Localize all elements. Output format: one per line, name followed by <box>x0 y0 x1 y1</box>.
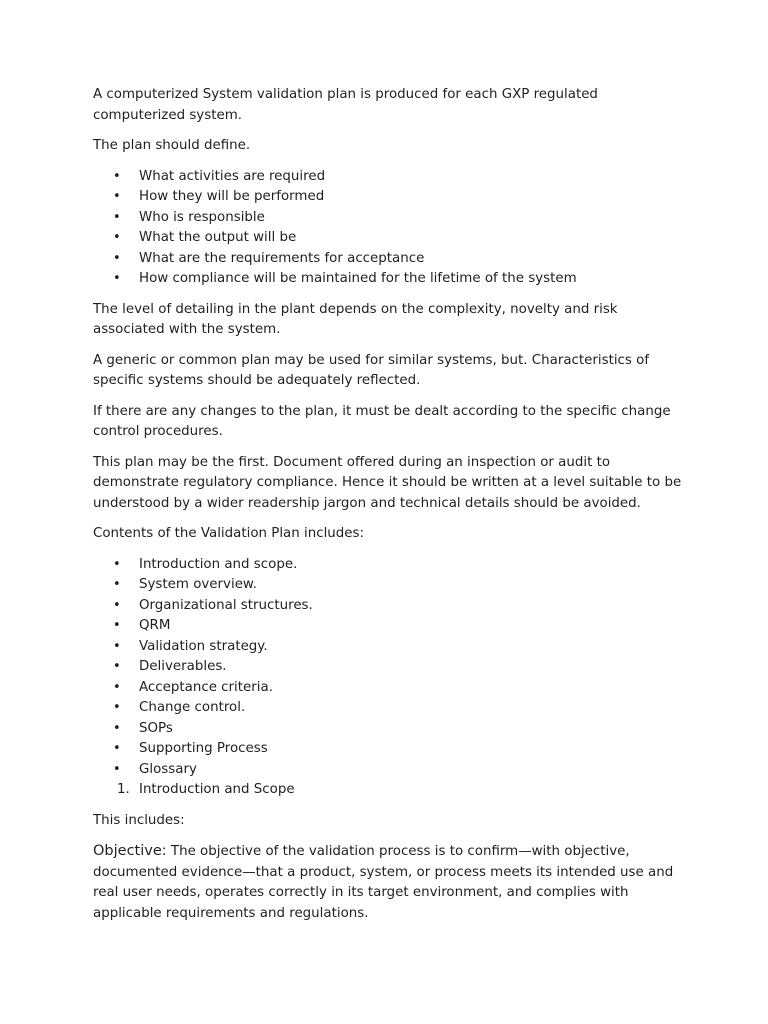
bullet-icon: • <box>113 209 121 225</box>
list-item-text: SOPs <box>139 720 173 736</box>
plan-define-paragraph: The plan should define. <box>93 138 251 153</box>
generic-plan-paragraph: A generic or common plan may be used for similar systems, but. Characteristics of specific systems should be adequately reflected. <box>93 352 650 388</box>
document-page <box>93 85 683 934</box>
bullet-icon: • <box>113 271 121 286</box>
list-item-text: Glossary <box>139 761 197 777</box>
list-item <box>93 249 683 270</box>
list-item <box>93 739 683 760</box>
list-item-text: Who is responsible <box>139 209 265 225</box>
list-item <box>93 719 683 740</box>
list-item-text: How they will be performed <box>139 189 325 204</box>
list-item-text: System overview. <box>139 577 257 592</box>
list-item <box>93 555 683 576</box>
list-item <box>93 637 683 658</box>
objective-label: Objective: <box>93 843 167 859</box>
list-item-text: Validation strategy. <box>139 638 268 654</box>
bullet-icon: • <box>113 189 121 204</box>
list-item <box>93 657 683 678</box>
list-item-text: Introduction and Scope <box>139 782 295 797</box>
bullet-icon: • <box>113 597 121 613</box>
first-document-paragraph: This plan may be the first. Document offered during an inspection or audit to demonstrate regulatory compliance. Hence it should be written at a level suitable to be understood by a wider readership jargon and technical details should be avoided. <box>93 454 682 511</box>
bullet-icon: • <box>113 720 121 736</box>
numbered-list <box>93 780 683 801</box>
list-item <box>93 760 683 781</box>
bullet-icon: • <box>113 577 121 592</box>
bullet-icon: • <box>113 168 121 184</box>
bullet-icon: • <box>113 679 121 695</box>
list-item-text: Deliverables. <box>139 659 227 674</box>
list-item-text: QRM <box>139 618 171 633</box>
intro-paragraph: A computerized System validation plan is produced for each GXP regulated computerized system. <box>93 87 598 123</box>
bullet-icon: • <box>113 618 121 633</box>
list-item <box>93 678 683 699</box>
list-item <box>93 208 683 229</box>
list-item-text: What activities are required <box>139 168 326 184</box>
plan-define-list <box>93 167 683 290</box>
bullet-icon: • <box>113 250 121 266</box>
list-item-text: Organizational structures. <box>139 597 313 613</box>
bullet-icon: • <box>113 638 121 654</box>
detail-paragraph: The level of detailing in the plant depends on the complexity, novelty and risk associated with the system. <box>93 301 618 337</box>
numbered-list-item <box>93 780 683 801</box>
this-includes-paragraph: This includes: <box>93 812 185 828</box>
bullet-icon: • <box>113 659 121 674</box>
bullet-icon: • <box>113 556 121 572</box>
bullet-icon: • <box>113 761 121 777</box>
list-item-text: How compliance will be maintained for the lifetime of the system <box>139 271 577 286</box>
objective-paragraph <box>93 841 683 924</box>
list-item-text: What are the requirements for acceptance <box>139 250 425 266</box>
list-item <box>93 698 683 719</box>
bullet-icon: • <box>113 230 121 245</box>
list-item-text: Introduction and scope. <box>139 556 298 572</box>
contents-list <box>93 555 683 781</box>
list-number: 1. <box>117 782 130 797</box>
changes-paragraph: If there are any changes to the plan, it must be dealt according to the specific change control procedures. <box>93 403 671 439</box>
list-item <box>93 167 683 188</box>
list-item-text: Acceptance criteria. <box>139 679 273 695</box>
bullet-icon: • <box>113 700 121 715</box>
list-item-text: What the output will be <box>139 230 297 245</box>
list-item-text: Supporting Process <box>139 741 268 756</box>
list-item <box>93 575 683 596</box>
list-item-text: Change control. <box>139 700 246 715</box>
list-item <box>93 269 683 290</box>
list-item <box>93 596 683 617</box>
bullet-icon: • <box>113 741 121 756</box>
list-item <box>93 616 683 637</box>
list-item <box>93 228 683 249</box>
list-item <box>93 187 683 208</box>
contents-paragraph: Contents of the Validation Plan includes: <box>93 526 365 541</box>
objective-text: The objective of the validation process is to confirm—with objective, documented evidence—that a product, system, or process meets its intended use and real user needs, operates correctly in its target environment, and complies with applicable requirements and regulations. <box>93 844 674 921</box>
